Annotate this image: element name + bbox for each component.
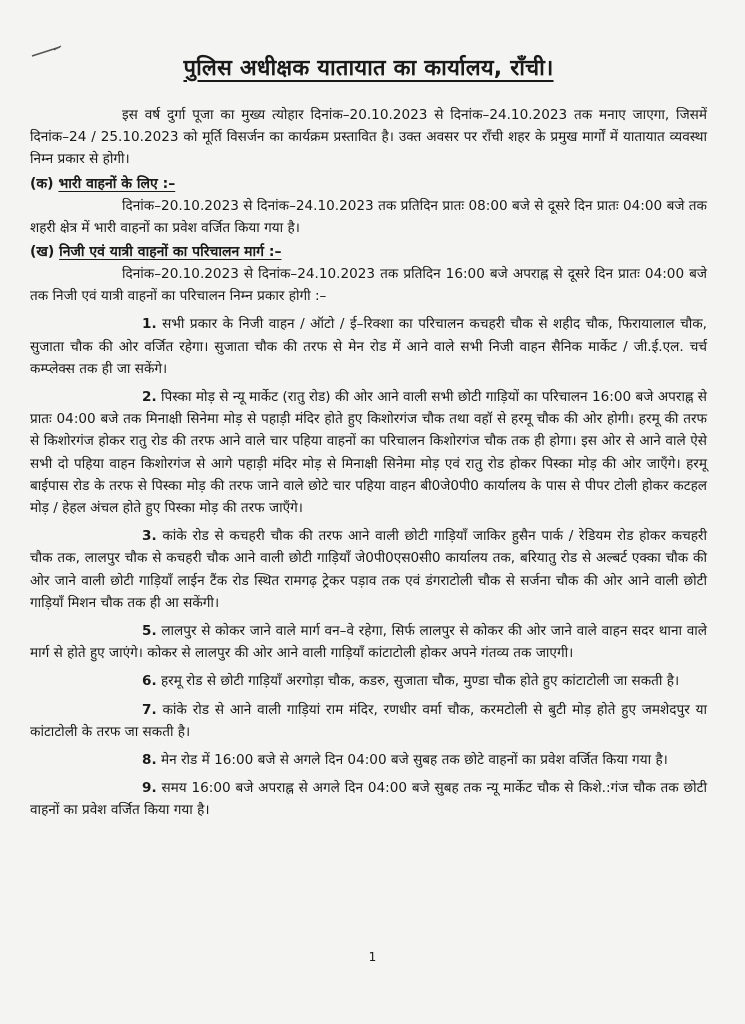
- item-text: सभी प्रकार के निजी वाहन / ऑटो / ई–रिक्शा का परिचालन कचहरी चौक से शहीद चौक, फिरायालाल चौक, सुजाता चौक की ओर वर्जित रहेगा। सुजाता चौक की तरफ से मेन रोड में आने वाले सभी निजी वाहन सैनिक मार्केट / जी.ई.एल. चर्च कम्प्लेक्स तक ही जा सकेंगे।: [30, 316, 707, 377]
- item-text: कांके रोड से कचहरी चौक की तरफ आने वाली छोटी गाड़ियाँ जाकिर हुसैन पार्क / रेडियम रोड होकर कचहरी चौक तक, लालपुर चौक से कचहरी चौक आने वाली छोटी गाड़ियाँ जे0पी0एस0सी0 कार्यालय तक, बरियातु रोड से अल्बर्ट एक्का चौक की ओर जाने वाली छोटी गाड़ियाँ लाईन टैंक रोड स्थित रामगढ़ ट्रेकर पड़ाव तक एवं डंगराटोली चौक से सर्जना चौक की ओर आने वाली छोटी गाड़ियाँ मिशन चौक तक ही आ सकेंगी।: [30, 528, 707, 611]
- list-item: [30, 386, 707, 519]
- list-item: [30, 777, 707, 821]
- section-b-heading: [30, 241, 707, 263]
- page-title: पुलिस अधीक्षक यातायात का कार्यालय, राँची।: [183, 56, 554, 81]
- list-item: [30, 313, 707, 380]
- intro-paragraph: इस वर्ष दुर्गा पूजा का मुख्य त्योहार दिनांक–20.10.2023 से दिनांक–24.10.2023 तक मनाए जाएगा, जिसमें दिनांक–24 / 25.10.2023 को मूर्ति विसर्जन का कार्यक्रम प्रस्तावित है। उक्त अवसर पर राँची शहर के प्रमुख मार्गों में यातायात व्यवस्था निम्न प्रकार से होगी।: [30, 107, 707, 168]
- section-a-text: दिनांक–20.10.2023 से दिनांक–24.10.2023 तक प्रतिदिन प्रातः 08:00 बजे से दूसरे दिन प्रातः 04:00 बजे तक शहरी क्षेत्र में भारी वाहनों का प्रवेश वर्जित किया गया है।: [30, 197, 707, 236]
- section-a-prefix: (क): [30, 175, 54, 192]
- item-text: पिस्का मोड़ से न्यू मार्केट (रातु रोड) की ओर आने वाली सभी छोटी गाड़ियों का परिचालन 16:00 बजे अपराह्न से प्रातः 04:00 बजे तक मिनाक्षी सिनेमा मोड़ से पहाड़ी मंदिर होते हुए किशोरगंज चौक तथा वहॉ से हरमू चौक की ओर होगी। हरमू की तरफ से किशोरगंज होकर रातु रोड की तरफ आने वाले चार पहिया वाहनों का परिचालन किशोरगंज चौक तक ही होगा। इस ओर से आने वाले ऐसे सभी दो पहिया वाहन किशोरगंज से आगे पहाड़ी मंदिर मोड़ से मिनाक्षी सिनेमा मोड़ एवं रातु रोड होकर पिस्का मोड़ की ओर जाएँगे। हरमू बाईपास रोड के तरफ से पिस्का मोड़ की तरफ जाने वाले छोटे चार पहिया वाहन बी0जे0पी0 कार्यालय के पास से पीपर टोली होकर कटहल मोड़ / हेहल अंचल होते हुए पिस्का मोड़ की तरफ जाएँगे।: [30, 389, 708, 517]
- item-number: 5.: [142, 623, 157, 640]
- item-text: मेन रोड में 16:00 बजे से अगले दिन 04:00 बजे सुबह तक छोटे वाहनों का प्रवेश वर्जित किया गया है।: [160, 752, 668, 769]
- section-b-text: दिनांक–20.10.2023 से दिनांक–24.10.2023 तक प्रतिदिन 16:00 बजे अपराह्न से दूसरे दिन प्रातः 04:00 बजे तक निजी एवं यात्री वाहनों का परिचालन निम्न प्रकार होगी :–: [30, 266, 707, 305]
- section-b-prefix: (ख): [30, 244, 55, 261]
- list-item: [30, 670, 707, 692]
- item-text: लालपुर से कोकर जाने वाले मार्ग वन–वे रहेगा, सिर्फ लालपुर से कोकर की ओर जाने वाले वाहन सदर थाना वाले मार्ग से होते हुए जाएंगे। कोकर से लालपुर की ओर आने वाली गाड़ियाँ कांटाटोली होकर अपने गंतव्य तक जाएगी।: [30, 623, 707, 662]
- item-number: 7.: [142, 701, 157, 718]
- item-text: समय 16:00 बजे अपराह्न से अगले दिन 04:00 बजे सुबह तक न्यू मार्केट चौक से किशे.:गंज चौक तक छोटी वाहनों का प्रवेश वर्जित किया गया है।: [30, 780, 707, 819]
- item-text: कांके रोड से आने वाली गाड़ियां राम मंदिर, रणधीर वर्मा चौक, करमटोली से बुटी मोड़ होते हुए जमशेदपुर या कांटाटोली के तरफ जा सकती है।: [30, 701, 708, 740]
- section-b-title: निजी एवं यात्री वाहनों का परिचालन मार्ग :–: [59, 244, 282, 261]
- item-number: 2.: [142, 389, 157, 406]
- list-item: [30, 620, 707, 664]
- section-a-title: भारी वाहनों के लिए :–: [58, 175, 176, 192]
- section-a-heading: [30, 173, 707, 195]
- list-item: [30, 749, 707, 771]
- item-number: 6.: [142, 673, 157, 690]
- item-number: 8.: [142, 752, 157, 769]
- item-text: हरमू रोड से छोटी गाड़ियाँ अरगोड़ा चौक, कडरु, सुजाता चौक, मुण्डा चौक होते हुए कांटाटोली जा सकती है।: [160, 673, 680, 690]
- list-item: [30, 699, 707, 743]
- list-item: [30, 525, 707, 614]
- item-number: 9.: [142, 780, 157, 797]
- page-number: 1: [368, 950, 377, 964]
- item-number: 1.: [142, 316, 157, 333]
- item-number: 3.: [142, 528, 157, 545]
